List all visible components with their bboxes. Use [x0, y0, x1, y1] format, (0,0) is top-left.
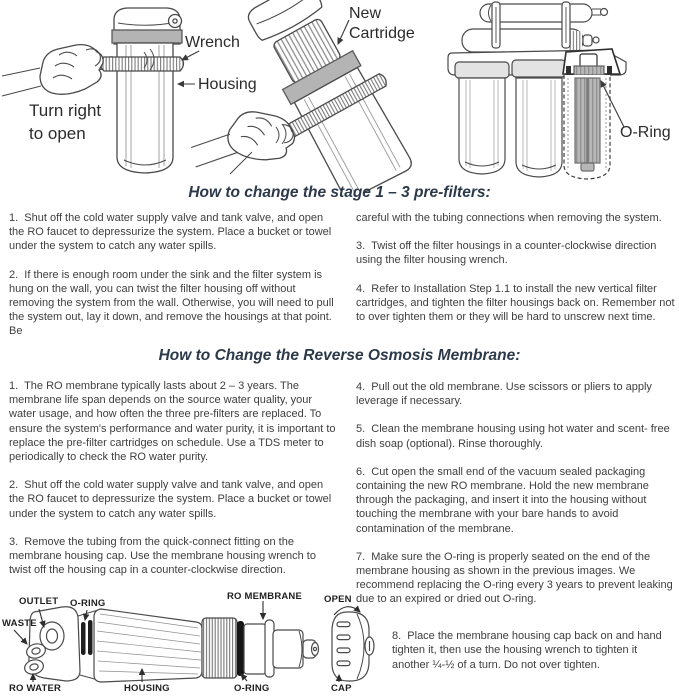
ro-membrane-label: RO MEMBRANE: [227, 591, 303, 602]
section2-heading: How to Change the Reverse Osmosis Membrane:: [158, 347, 521, 364]
section2-left-column: [9, 379, 338, 591]
step-paragraph: 3. Twist off the filter housings in a counter-clockwise direction using the filter housing wrench.: [356, 240, 660, 267]
step-paragraph: 4. Refer to Installation Step 1.1 to install the new vertical filter cartridges, and tighten the filter housings back on. Remember not to over tighten them or they will be hard to unscrew next time.: [356, 282, 678, 324]
housing-wrench-drawing: [2, 8, 199, 173]
step-paragraph: 5. Clean the membrane housing using hot water and scent- free dish soap (optional). Rinse thoroughly.: [356, 423, 673, 450]
section1-right-column: [356, 211, 677, 338]
step-paragraph: careful with the tubing connections when removing the system.: [356, 212, 662, 224]
step-paragraph: 7. Make sure the O-ring is properly seated on the end of the membrane housing as shown in the previous images. We recommend replacing the O-ring every 3 years to prevent leaking due to an expired or dried out O-ring.: [356, 550, 676, 606]
turn-right-label: Turn right to open: [29, 101, 102, 143]
prefilter-illustrations: [0, 0, 679, 192]
open-label: OPEN: [324, 594, 352, 605]
new-cartridge-label: New Cartridge: [349, 5, 415, 42]
step-paragraph: 1. Shut off the cold water supply valve and tank valve, and open the RO faucet to depressurize the system. Place a bucket or towel under the system to catch any water spills.: [9, 212, 335, 253]
outlet-label: OUTLET: [19, 596, 59, 607]
section1-heading: How to change the stage 1 – 3 pre-filters:: [188, 184, 491, 201]
ro-system-drawing: [448, 2, 626, 179]
step-paragraph: 8. Place the membrane housing cap back on and hand tighten it, then use the housing wrench to tighten it another ¼-½ of a turn. Do not over tighten.: [392, 630, 665, 671]
oring-label: O-Ring: [620, 124, 671, 141]
waste-label: WASTE: [2, 618, 37, 629]
wrench-label: Wrench: [185, 34, 240, 51]
housing-label: Housing: [198, 76, 257, 93]
oring-bottom-label: O-RING: [234, 683, 270, 694]
step-paragraph: 2. If there is enough room under the sink and the filter system is hung on the wall, you can twist the filter housing off without removing the system from the wall. Otherwise, you will need to pull the system out, lay it down, and remove the housings at that point. Be: [9, 268, 337, 338]
oring-top-label: O-RING: [70, 598, 106, 609]
step-paragraph: 3. Remove the tubing from the quick-connect fitting on the membrane housing cap. Use the membrane housing wrench to twist off the housing cap in a counter-clockwise direction.: [9, 535, 320, 577]
section1-left-column: [9, 211, 335, 353]
cap-label: CAP: [331, 683, 352, 694]
step-paragraph: 4. Pull out the old membrane. Use scissors or pliers to apply leverage if necessary.: [356, 381, 655, 408]
step-paragraph: 6. Cut open the small end of the vacuum sealed packaging containing the new RO membrane. Hold the new membrane through the packaging, and insert it into the housing without touching the membrane with your bare hands to avoid contamination of the membrane.: [356, 465, 652, 535]
step-paragraph: 2. Shut off the cold water supply valve and tank valve, and open the RO faucet to depressurize the system. Place a bucket or towel under the system to catch any water spills.: [9, 479, 335, 520]
ro-water-label: RO WATER: [9, 683, 62, 694]
housing-bottom-label: HOUSING: [124, 683, 170, 694]
step-paragraph: 1. The RO membrane typically lasts about 2 – 3 years. The membrane life span depends on the source water quality, your water usage, and how often the three pre-filters are replaced. To ensure the system's performance and water purity, it is important to replace the pre-filter cartridges on schedule. Use a TDS meter to periodically to check the RO water purity.: [9, 380, 339, 464]
